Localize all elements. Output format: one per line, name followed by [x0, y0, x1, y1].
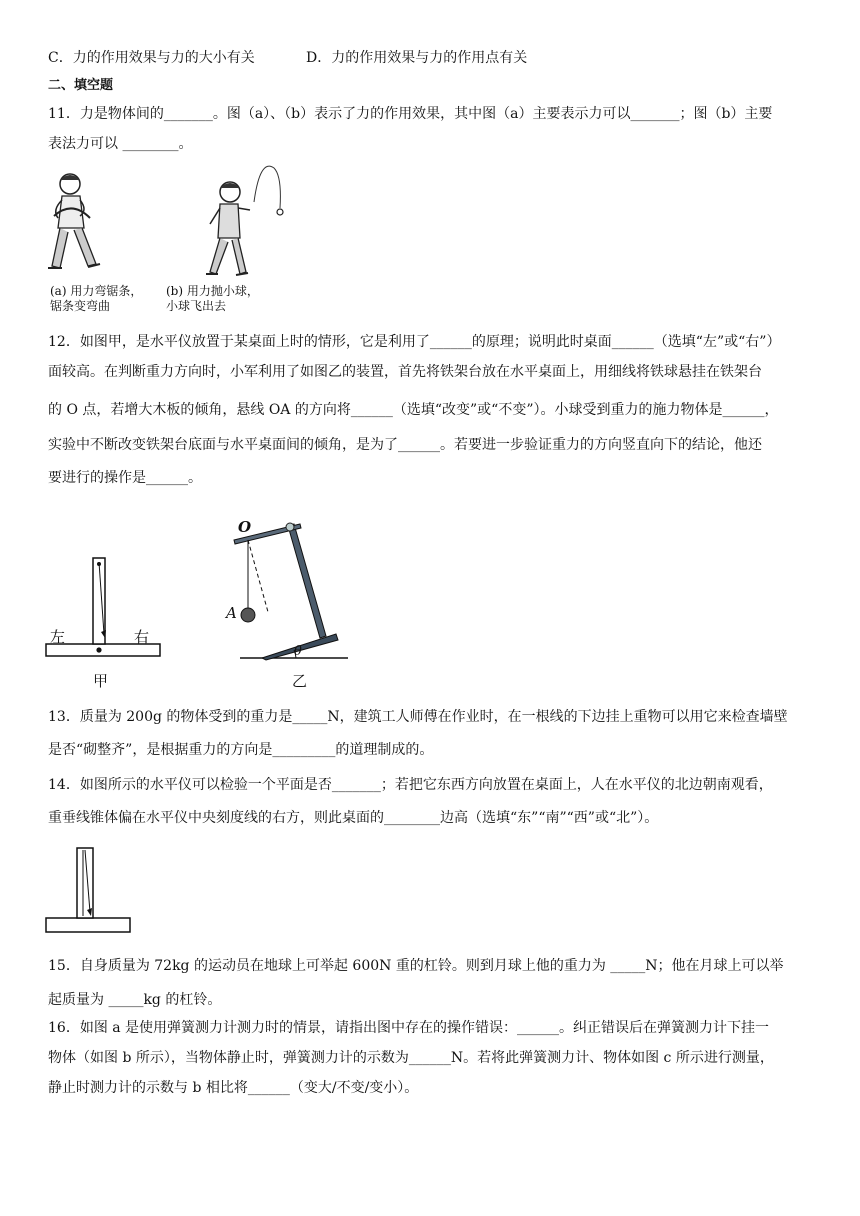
figure-b-throwing-ball — [196, 162, 296, 280]
caption-jia: 甲 — [93, 672, 109, 690]
figure-a-bending-saw — [44, 170, 114, 280]
caption-b-line2: 小球飞出去 — [166, 299, 227, 313]
q12-line5: 要进行的操作是______。 — [48, 470, 202, 486]
label-right: 右 — [134, 628, 150, 646]
q11-line2: 表法力可以 ________。 — [48, 136, 193, 152]
q14-line2: 重垂线锥体偏在水平仪中央刻度线的右方，则此桌面的________边高（选填“东”“南”“西”或“北”）。 — [48, 810, 659, 826]
option-d: D．力的作用效果与力的作用点有关 — [306, 50, 528, 66]
q12-line1: 12．如图甲，是水平仪放置于某桌面上时的情形，它是利用了______的原理；说明此时桌面______（选填“左”或“右”） — [48, 334, 781, 350]
q11-line1: 11．力是物体间的_______。图（a）、（b）表示了力的作用效果，其中图（a）主要表示力可以_______；图（b）主要 — [48, 106, 773, 122]
q15-line1: 15．自身质量为 72kg 的运动员在地球上可举起 600N 重的杠铃。则到月球上他的重力为 _____N；他在月球上可以举 — [48, 958, 784, 974]
q14-line1: 14．如图所示的水平仪可以检验一个平面是否_______；若把它东西方向放置在桌面上，人在水平仪的北边朝南观看， — [48, 777, 773, 793]
section-title: 二、填空题 — [48, 78, 114, 93]
q16-line1: 16．如图 a 是使用弹簧测力计测力时的情景，请指出图中存在的操作错误：______。纠正错误后在弹簧测力计下挂一 — [48, 1020, 770, 1036]
q12-line3: 的 O 点，若增大木板的倾角，悬线 OA 的方向将______（选填“改变”或“不变”）。小球受到重力的施力物体是______， — [48, 402, 779, 418]
caption-yi: 乙 — [292, 672, 308, 690]
q15-line2: 起质量为 _____kg 的杠铃。 — [48, 992, 222, 1008]
q13-line2: 是否“砌整齐”，是根据重力的方向是_________的道理制成的。 — [48, 742, 434, 758]
q12-line4: 实验中不断改变铁架台底面与水平桌面间的倾角，是为了______。若要进一步验证重力的方向竖直向下的结论，他还 — [48, 437, 762, 453]
caption-a-line1: (a) 用力弯锯条， — [50, 284, 143, 298]
option-c: C．力的作用效果与力的大小有关 — [48, 50, 255, 66]
q13-line1: 13．质量为 200g 的物体受到的重力是_____N，建筑工人师傅在作业时，在一根线的下边挂上重物可以用它来检查墙壁 — [48, 709, 788, 725]
label-left: 左 — [50, 628, 66, 646]
figure-q14-level — [44, 846, 134, 936]
label-A: A — [226, 604, 237, 622]
q16-line2: 物体（如图 b 所示），当物体静止时，弹簧测力计的示数为______N。若将此弹簧测力计、物体如图 c 所示进行测量， — [48, 1050, 774, 1066]
q12-line2: 面较高。在判断重力方向时，小军利用了如图乙的装置，首先将铁架台放在水平桌面上，用细线将铁球悬挂在铁架台 — [48, 364, 762, 380]
label-theta: θ — [294, 644, 302, 659]
caption-a-line2: 锯条变弯曲 — [50, 299, 111, 313]
label-O: O — [238, 518, 252, 536]
q16-line3: 静止时测力计的示数与 b 相比将______（变大/不变/变小）。 — [48, 1080, 419, 1096]
caption-b-line1: (b) 用力抛小球， — [166, 284, 259, 298]
